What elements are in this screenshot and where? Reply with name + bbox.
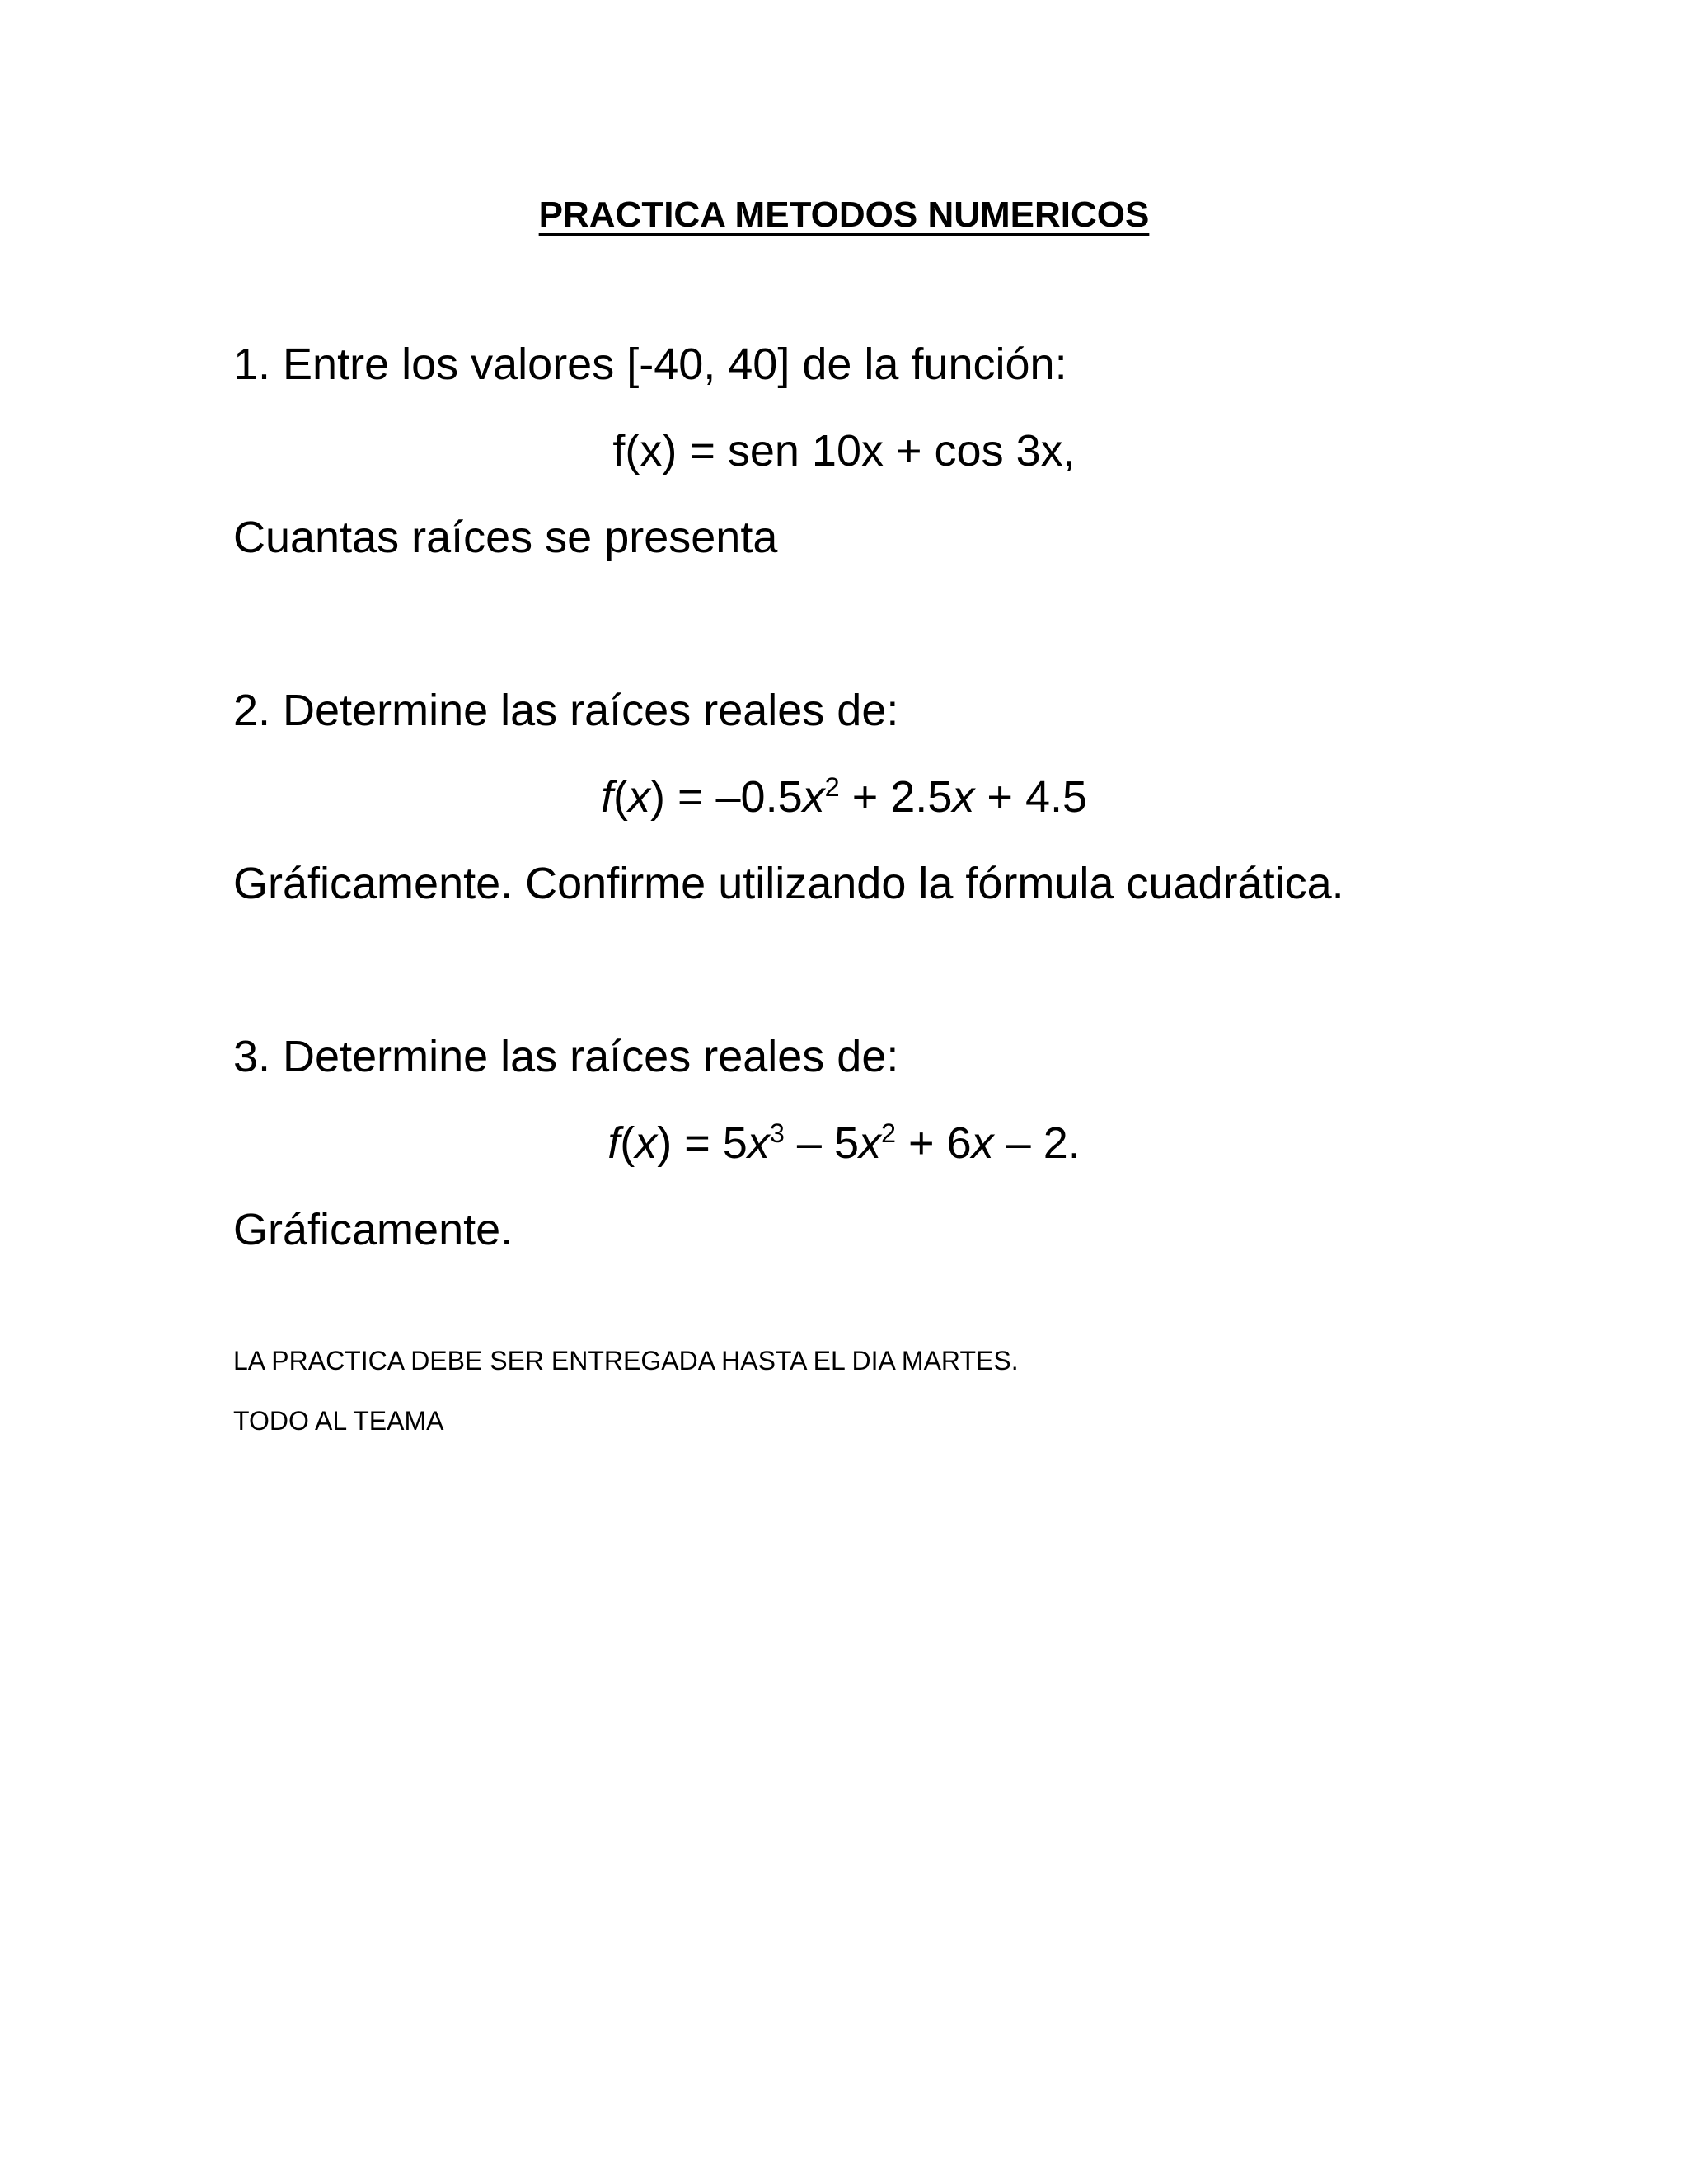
problem-3-instruction: Gráficamente. (233, 1205, 513, 1254)
closing-note: TODO AL TEAMA (233, 1406, 444, 1436)
problem-1-question: Cuantas raíces se presenta (233, 513, 778, 562)
document-title: PRACTICA METODOS NUMERICOS (538, 194, 1150, 235)
problem-3-intro: 3. Determine las raíces reales de: (233, 1032, 899, 1081)
problem-1-equation: f(x) = sen 10x + cos 3x, (612, 426, 1076, 476)
problem-2-intro: 2. Determine las raíces reales de: (233, 686, 899, 735)
deadline-note: LA PRACTICA DEBE SER ENTREGADA HASTA EL DIA MARTES. (233, 1346, 1019, 1376)
problem-2-equation: $f(x) = -0.5x^2 + 2.5x + 4.5$ (600, 772, 1088, 822)
problem-3-equation: $f(x) = 5x^3 - 5x^2 + 6x - 2$. (607, 1118, 1081, 1168)
problem-2-instruction: Gráficamente. Confirme utilizando la fórmula cuadrática. (233, 859, 1344, 908)
problem-1-intro: 1. Entre los valores [-40, 40] de la función: (233, 340, 1067, 389)
